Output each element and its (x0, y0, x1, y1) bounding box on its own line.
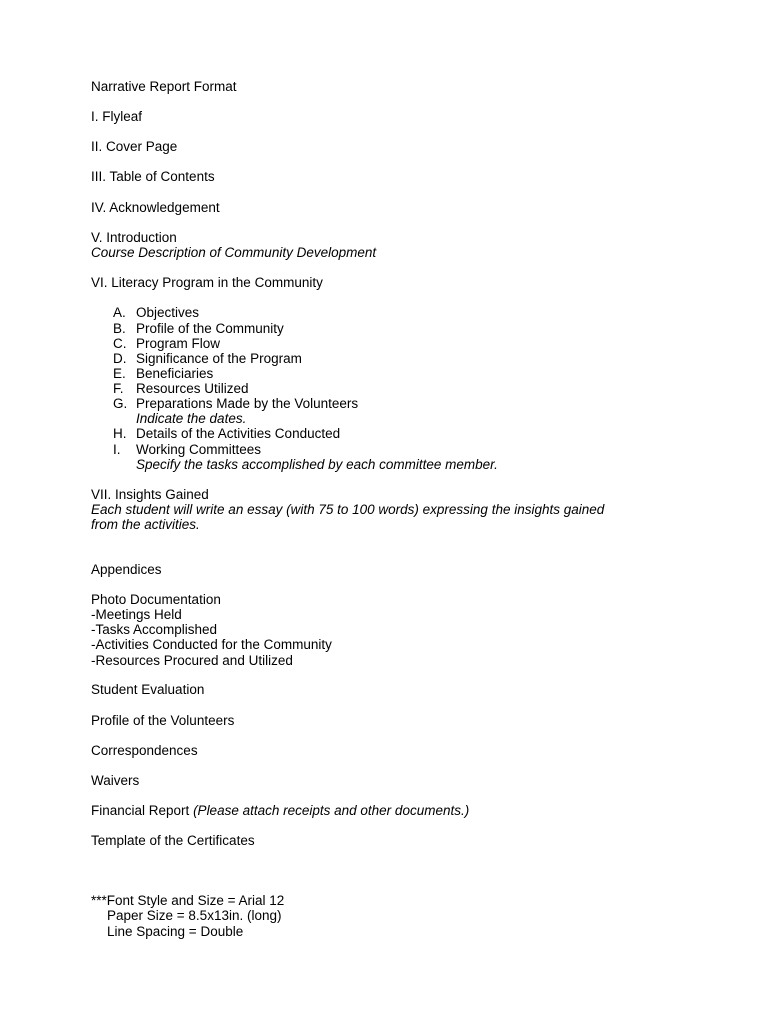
list-item-note-dates: Indicate the dates. (136, 411, 247, 426)
list-letter: C. (113, 336, 127, 351)
financial-report: Financial Report (91, 803, 190, 818)
correspondences: Correspondences (91, 743, 198, 758)
waivers: Waivers (91, 773, 140, 788)
list-letter: G. (113, 396, 128, 411)
list-letter: A. (113, 305, 126, 320)
section-insights-gained: VII. Insights Gained (91, 487, 209, 502)
photo-documentation-heading: Photo Documentation (91, 592, 221, 607)
profile-volunteers: Profile of the Volunteers (91, 713, 235, 728)
appendices-heading: Appendices (91, 562, 162, 577)
financial-report-line (91, 803, 469, 818)
photo-item-meetings: -Meetings Held (91, 607, 182, 622)
list-item-note-tasks: Specify the tasks accomplished by each committee member. (136, 457, 498, 472)
list-item-significance: Significance of the Program (136, 351, 302, 366)
list-item-working-committees: Working Committees (136, 442, 262, 457)
list-letter: H. (113, 426, 127, 441)
note-paper: Paper Size = 8.5x13in. (long) (107, 908, 282, 923)
section-literacy-program: VI. Literacy Program in the Community (91, 275, 323, 290)
photo-item-resources: -Resources Procured and Utilized (91, 653, 293, 668)
section-table-of-contents: III. Table of Contents (91, 169, 215, 184)
list-letter: E. (113, 366, 126, 381)
section-acknowledgement: IV. Acknowledgement (91, 200, 220, 215)
list-item-preparations: Preparations Made by the Volunteers (136, 396, 359, 411)
note-font: ***Font Style and Size = Arial 12 (91, 893, 285, 908)
financial-report-note: (Please attach receipts and other documents.) (193, 803, 470, 818)
note-spacing: Line Spacing = Double (107, 924, 244, 939)
list-item-details: Details of the Activities Conducted (136, 426, 341, 441)
section-flyleaf: I. Flyleaf (91, 109, 143, 124)
list-item-resources: Resources Utilized (136, 381, 249, 396)
template-certificates: Template of the Certificates (91, 833, 255, 848)
insights-note-line2: from the activities. (91, 517, 200, 532)
list-item-profile-community: Profile of the Community (136, 321, 284, 336)
insights-note-line1: Each student will write an essay (with 75 to 100 words) expressing the insights gained (91, 502, 605, 517)
list-letter: F. (113, 381, 124, 396)
photo-item-tasks: -Tasks Accomplished (91, 622, 218, 637)
section-introduction: V. Introduction (91, 230, 177, 245)
list-letter: I. (113, 442, 121, 457)
list-letter: B. (113, 321, 126, 336)
photo-item-activities: -Activities Conducted for the Community (91, 637, 332, 652)
section-cover-page: II. Cover Page (91, 139, 178, 154)
list-item-beneficiaries: Beneficiaries (136, 366, 214, 381)
introduction-note: Course Description of Community Development (91, 245, 377, 260)
document-title: Narrative Report Format (91, 79, 237, 94)
list-item-program-flow: Program Flow (136, 336, 221, 351)
list-item-objectives: Objectives (136, 305, 200, 320)
student-evaluation: Student Evaluation (91, 682, 205, 697)
list-letter: D. (113, 351, 127, 366)
